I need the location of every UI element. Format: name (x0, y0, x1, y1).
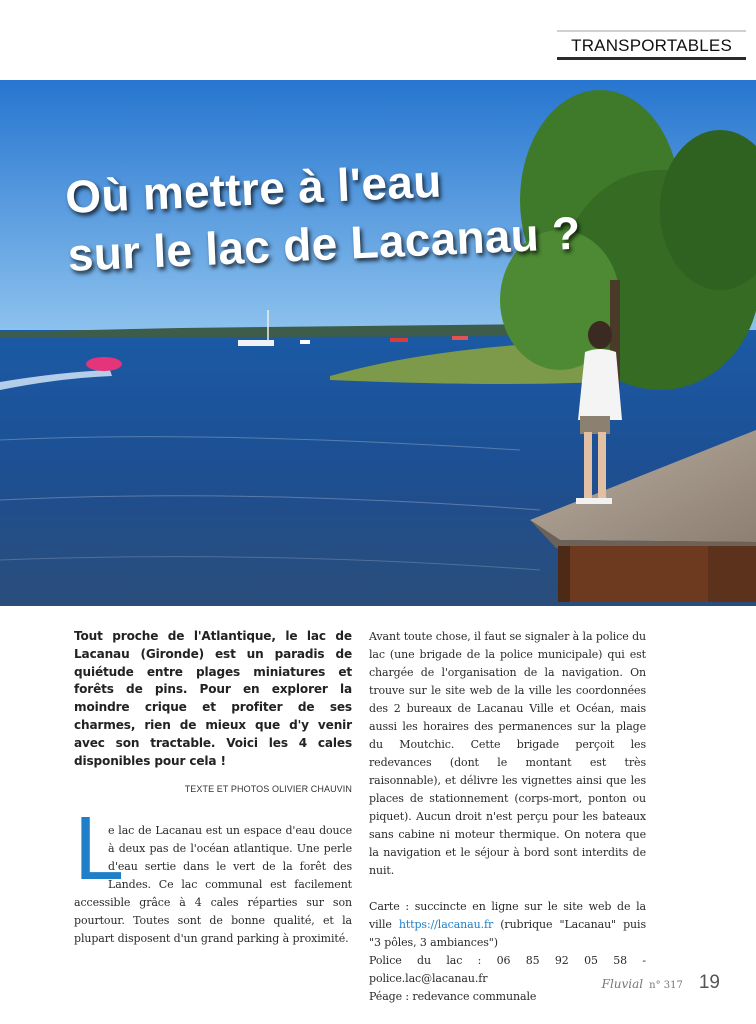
paragraph-text: e lac de Lacanau est un espace d'eau douce à deux pas de l'océan atlantique. Une perle d'eau sertie dans le vert de la forêt des Landes. Ce lac communal est facilement accessible grâce à 4 cales réparties sur son pourtour. Toutes sont de bonne qualité, et la plupart disposent d'un grand parking à proximité. (74, 824, 352, 946)
small-boat (390, 338, 408, 342)
info-peage: Péage : redevance communale (369, 990, 537, 1003)
right-column (369, 628, 646, 1006)
info-carte-suffix: (rubrique "Lacanau" puis "3 pôles, 3 ambiances") (369, 918, 646, 949)
small-boat (452, 336, 468, 340)
info-police: Police du lac : 06 85 92 05 58 - police.lac@lacanau.fr (369, 954, 646, 985)
issue-number: n° 317 (649, 980, 683, 991)
section-tag: TRANSPORTABLES (557, 30, 746, 60)
hero-photo (0, 80, 756, 606)
lacanau-link[interactable]: https://lacanau.fr (398, 918, 494, 931)
article-lead: Tout proche de l'Atlantique, le lac de Lacanau (Gironde) est un paradis de quiétude entre plages miniatures et forêts de pins. Pour en explorer la moindre crique et profiter de ses charmes, rien de mieux que d'y venir avec son tractable. Voici les 4 cales disponibles pour cela ! (74, 629, 352, 768)
title-line-1: Où mettre à l'eau (64, 154, 443, 223)
article-credit: TEXTE ET PHOTOS OLIVIER CHAUVIN (184, 784, 352, 795)
body-paragraph-2: Avant toute chose, il faut se signaler à la police du lac (une brigade de la police municipale) qui est chargée de l'organisation de la navigation. On trouve sur le site web de la ville les coordonnées des 2 bureaux de Lacanau Ville et Océan, mais aussi les horaires des permanences sur la plage du Moutchic. Cette brigade perçoit les redevances (dont le montant est très raisonnable), et délivre les vignettes ainsi que les places de stationnement (corps-mort, ponton ou piquet). Aucun droit n'est perçu pour les bateaux sans cabine ni moteur thermique. On notera que la navigation et le séjour à bord sont interdits de nuit. (369, 630, 646, 877)
left-column (74, 628, 352, 948)
title-line-2: sur le lac de Lacanau ? (66, 206, 582, 281)
red-speedboat (86, 357, 122, 371)
page-number: 19 (698, 972, 720, 993)
info-carte-prefix: Carte : succincte en ligne sur le site web de la ville (369, 900, 646, 931)
body-paragraph-1 (74, 799, 352, 948)
page-footer (602, 972, 720, 996)
right-body (369, 628, 646, 1006)
small-boat (300, 340, 310, 344)
drop-cap: L (74, 799, 124, 900)
magazine-name: Fluvial (601, 977, 644, 991)
